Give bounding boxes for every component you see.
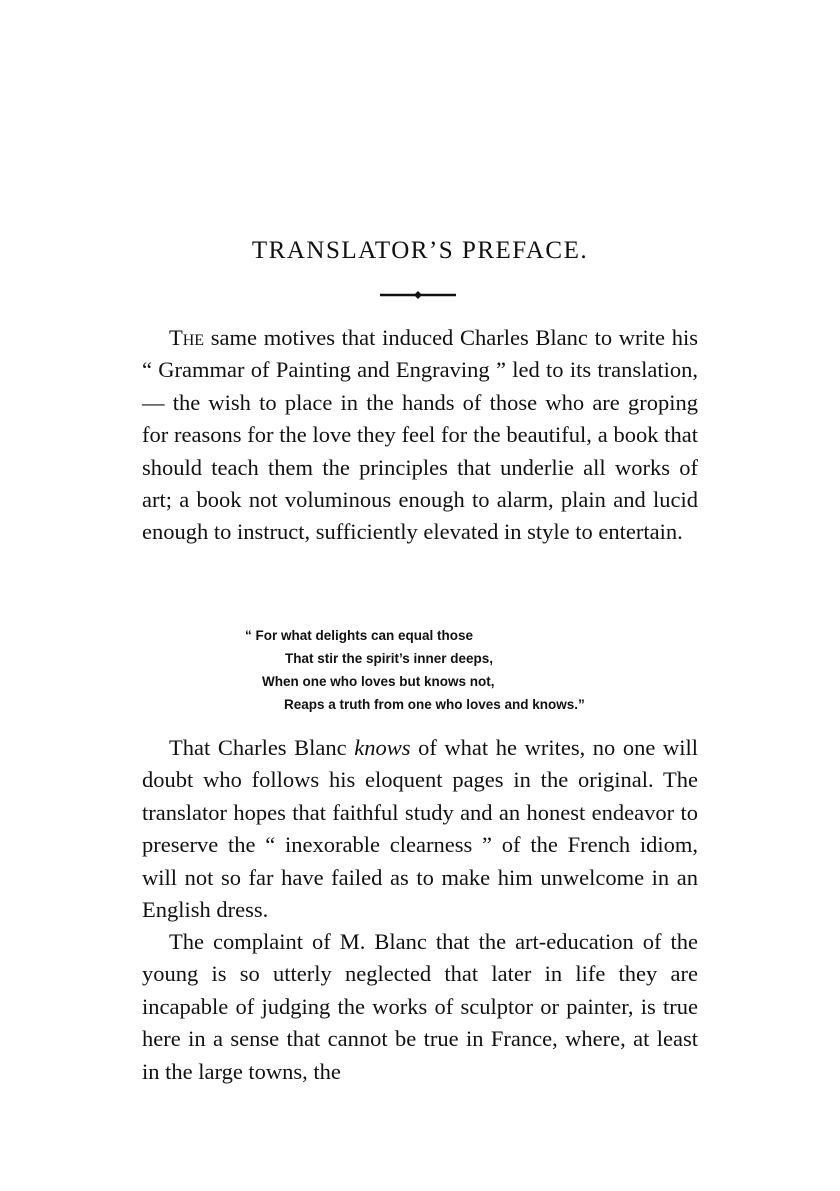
divider-ornament-icon <box>380 288 456 302</box>
poem-line-4: Reaps a truth from one who loves and knows.” <box>284 697 585 712</box>
paragraph-3 <box>142 926 698 1088</box>
poem-line-1: “ For what delights can equal those <box>245 628 474 643</box>
page-title: TRANSLATOR’S PREFACE. <box>251 237 589 264</box>
paragraph-2-before: That Charles Blanc <box>169 735 355 760</box>
paragraph-2 <box>142 732 698 926</box>
paragraph-2-emphasis: knows <box>354 735 411 760</box>
paragraph-2-after: of what he writes, no one will doubt who follows his eloquent pages in the original. The translator hopes that faithful study and an honest endeavor to preserve the “ inexorable clearness ” of the French idiom, will not so far have failed as to make him unwelcome in an English dress. <box>142 735 698 923</box>
poem-line-2: That stir the spirit’s inner deeps, <box>285 651 494 666</box>
paragraph-1 <box>142 322 698 549</box>
paragraph-1-lead: The <box>169 325 205 350</box>
paragraph-1-text: same motives that induced Charles Blanc to write his “ Grammar of Painting and Engraving ” led to its translation, — the wish to place in the hands of those who are groping for reasons for the love they feel for the beautiful, a book that should teach them the principles that underlie all works of art; a book not voluminous enough to alarm, plain and lucid enough to instruct, sufficiently elevated in style to entertain. <box>142 325 698 545</box>
poem-line-3: When one who loves but knows not, <box>262 674 495 689</box>
paragraph-3-text: The complaint of M. Blanc that the art-education of the young is so utterly neglected that later in life they are incapable of judging the works of sculptor or painter, is true here in a sense that cannot be true in France, where, at least in the large towns, the <box>142 929 698 1084</box>
